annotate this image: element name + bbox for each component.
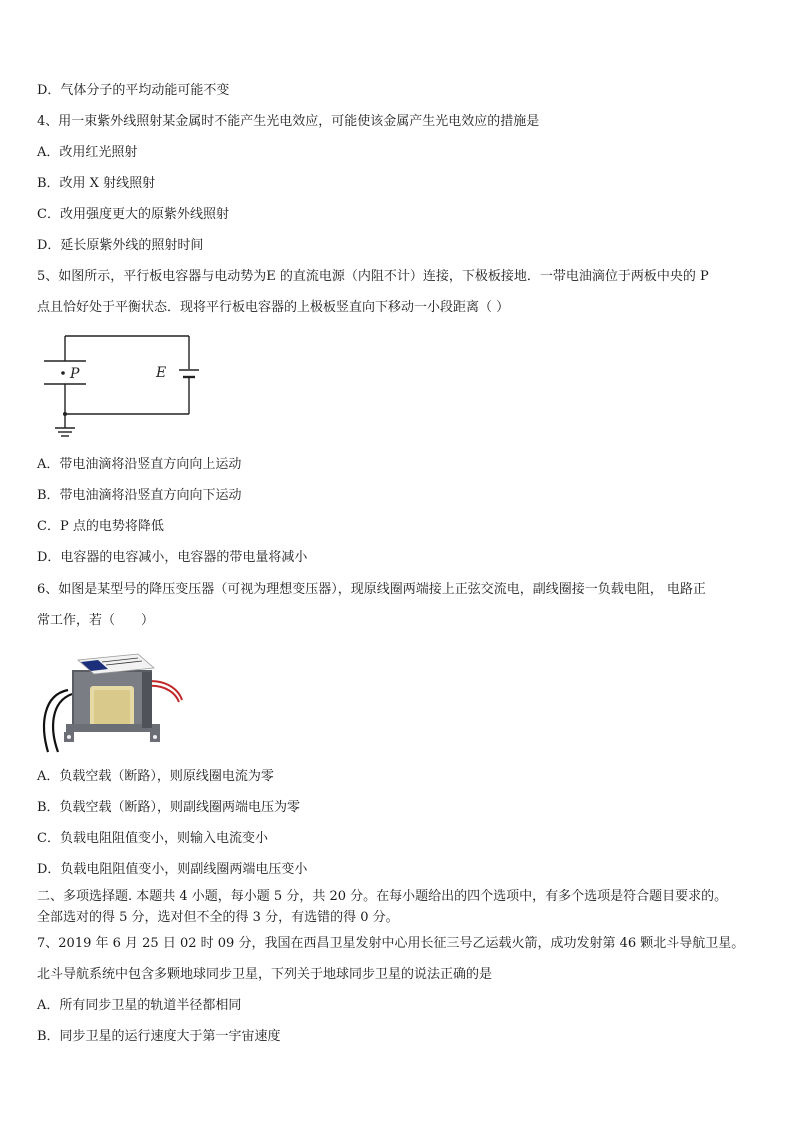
- question-7-option-b: B．同步卫星的运行速度大于第一宇宙速度: [37, 1029, 281, 1044]
- capacitor-circuit-diagram: [38, 330, 203, 445]
- line-option-d-prev: D．气体分子的平均动能可能不变: [37, 83, 230, 98]
- question-5-option-b: B．带电油滴将沿竖直方向向下运动: [37, 488, 242, 503]
- question-7-option-a: A．所有同步卫星的轨道半径都相同: [37, 998, 242, 1013]
- question-6-option-c: C．负载电阻阻值变小，则输入电流变小: [37, 831, 268, 846]
- question-6-stem-line2: 常工作，若（ ）: [37, 613, 155, 628]
- transformer-photo: [38, 640, 188, 755]
- section-2-heading-line2: 全部选对的得 5 分，选对但不全的得 3 分，有选错的得 0 分。: [37, 910, 399, 925]
- question-4-option-d: D．延长原紫外线的照射时间: [37, 238, 204, 253]
- question-4-option-c: C．改用强度更大的原紫外线照射: [37, 207, 229, 222]
- source-e-label: E: [156, 365, 167, 381]
- question-4-option-a: A．改用红光照射: [37, 145, 138, 160]
- question-5-stem-line1: 5、如图所示，平行板电容器与电动势为E 的直流电源（内阻不计）连接，下极板接地．一带电油滴位于两板中央的 P: [37, 269, 709, 284]
- oil-drop-point: [61, 371, 65, 375]
- point-p-label: P: [70, 366, 80, 382]
- question-6-option-b: B．负载空载（断路），则副线圈两端电压为零: [37, 800, 301, 815]
- question-7-stem-line1: 7、2019 年 6 月 25 日 02 时 09 分，我国在西昌卫星发射中心用长征三号乙运载火箭，成功发射第 46 颗北斗导航卫星。: [37, 936, 745, 951]
- question-7-stem-line2: 北斗导航系统中包含多颗地球同步卫星，下列关于地球同步卫星的说法正确的是: [37, 967, 493, 982]
- question-5-option-c: C．P 点的电势将降低: [37, 519, 164, 534]
- question-4-stem: 4、用一束紫外线照射某金属时不能产生光电效应，可能使该金属产生光电效应的措施是: [37, 114, 540, 129]
- question-6-stem-line1: 6、如图是某型号的降压变压器（可视为理想变压器），现原线圈两端接上正弦交流电，副线圈接一负载电阻， 电路正: [37, 582, 706, 597]
- section-2-heading-line1: 二、多项选择题. 本题共 4 小题，每小题 5 分，共 20 分。在每小题给出的四个选项中，有多个选项是符合题目要求的。: [37, 889, 728, 904]
- question-5-stem-line2: 点且恰好处于平衡状态．现将平行板电容器的上极板竖直向下移动一小段距离（ ）: [37, 300, 510, 315]
- question-5-option-d: D．电容器的电容减小，电容器的带电量将减小: [37, 550, 308, 565]
- question-6-option-d: D．负载电阻阻值变小，则副线圈两端电压变小: [37, 862, 308, 877]
- question-6-option-a: A．负载空载（断路），则原线圈电流为零: [37, 769, 274, 784]
- question-4-option-b: B．改用 X 射线照射: [37, 176, 156, 191]
- question-5-option-a: A．带电油滴将沿竖直方向向上运动: [37, 457, 242, 472]
